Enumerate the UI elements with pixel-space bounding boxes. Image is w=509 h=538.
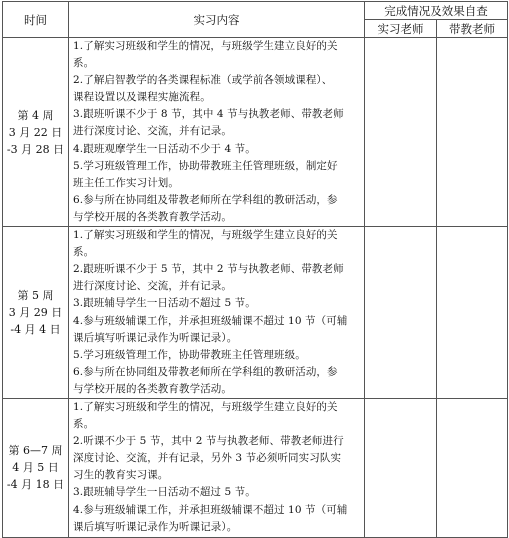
content-line: 6.参与所在协同组及带教老师所在学科组的教研活动，参: [73, 365, 338, 378]
content-line: 课后填写听课记录作为听课记录）。: [73, 520, 238, 533]
period-cell: [3, 38, 69, 227]
period-cell: [3, 398, 69, 537]
content-cell: [69, 38, 365, 227]
content-line: 课程设置以及课程实施流程。: [73, 91, 211, 104]
content-line: 习生的教育实习课。: [73, 469, 169, 482]
content-line: 2.听课不少于 5 节，其中 2 节与执教老师、带教老师进行: [73, 435, 344, 448]
content-line: 1.了解实习班级和学生的情况，与班级学生建立良好的关: [73, 229, 338, 242]
content-line: 2.跟班听课不少于 5 节，其中 2 节与执教老师、带教老师: [73, 263, 344, 276]
week-label: 第 5 周: [17, 289, 54, 302]
supervisor-check-cell[interactable]: [437, 398, 508, 537]
table-row: [3, 398, 508, 537]
content-line: 3.跟班辅导学生一日活动不超过 5 节。: [73, 297, 256, 310]
content-line: 5.学习班级管理工作，协助带教班主任管理班级，制定好: [73, 159, 338, 172]
end-date: -3 月 28 日: [6, 142, 65, 156]
content-line: 3.跟班辅导学生一日活动不超过 5 节。: [73, 486, 256, 499]
content-line: 班主任工作实习计划。: [73, 176, 179, 189]
content-cell: [69, 227, 365, 399]
internship-schedule-table: [2, 1, 508, 538]
supervisor-check-cell[interactable]: [437, 227, 508, 399]
start-date: 4 月 5 日: [12, 461, 59, 475]
content-line: 1.了解实习班级和学生的情况，与班级学生建立良好的关: [73, 40, 338, 52]
content-line: 与学校开展的各类教育教学活动。: [73, 382, 232, 395]
content-line: 4.参与班级辅课工作，并承担班级辅课不超过 10 节（可辅: [73, 503, 348, 516]
content-line: 1.了解实习班级和学生的情况，与班级学生建立良好的关: [73, 400, 338, 413]
content-line: 进行深度讨论、交流，并有记录。: [73, 125, 232, 138]
header-row-1: [3, 2, 508, 20]
table-row: [3, 38, 508, 227]
header-completion: 完成情况及效果自查: [365, 2, 508, 20]
content-line: 4.参与班级辅课工作，并承担班级辅课不超过 10 节（可辅: [73, 314, 348, 327]
content-line: 系。: [73, 57, 95, 70]
content-line: 进行深度讨论、交流，并有记录。: [73, 280, 232, 293]
header-time: 时间: [3, 2, 69, 38]
period-cell: [3, 227, 69, 399]
content-line: 6.参与所在协同组及带教老师所在学科组的教研活动，参: [73, 193, 338, 206]
week-label: 第 4 周: [17, 108, 54, 122]
content-line: 4.跟班观摩学生一日活动不少于 4 节。: [73, 142, 256, 155]
intern-check-cell[interactable]: [365, 227, 437, 399]
content-line: 与学校开展的各类教育教学活动。: [73, 210, 232, 223]
end-date: -4 月 18 日: [6, 478, 65, 492]
start-date: 3 月 29 日: [8, 306, 63, 319]
intern-check-cell[interactable]: [365, 38, 437, 227]
supervisor-check-cell[interactable]: [437, 38, 508, 227]
content-line: 2.了解启智教学的各类课程标准（或学前各领域课程）、: [73, 74, 333, 87]
content-line: 系。: [73, 246, 95, 259]
start-date: 3 月 22 日: [8, 125, 63, 139]
content-cell: [69, 398, 365, 537]
end-date: -4 月 4 日: [10, 323, 61, 336]
intern-check-cell[interactable]: [365, 398, 437, 537]
content-line: 课后填写听课记录作为听课记录）。: [73, 331, 238, 344]
table-row: [3, 227, 508, 399]
content-line: 5.学习班级管理工作，协助带教班主任管理班级。: [73, 348, 306, 361]
content-line: 3.跟班听课不少于 8 节，其中 4 节与执教老师、带教老师: [73, 108, 344, 121]
header-content: 实习内容: [69, 2, 365, 38]
content-line: 系。: [73, 418, 95, 431]
content-line: 深度讨论、交流，并有记录，另外 3 节必须听同实习队实: [73, 452, 342, 465]
header-intern-teacher: 实习老师: [365, 20, 437, 38]
header-supervising-teacher: 带教老师: [437, 20, 508, 38]
week-label: 第 6—7 周: [8, 444, 63, 458]
